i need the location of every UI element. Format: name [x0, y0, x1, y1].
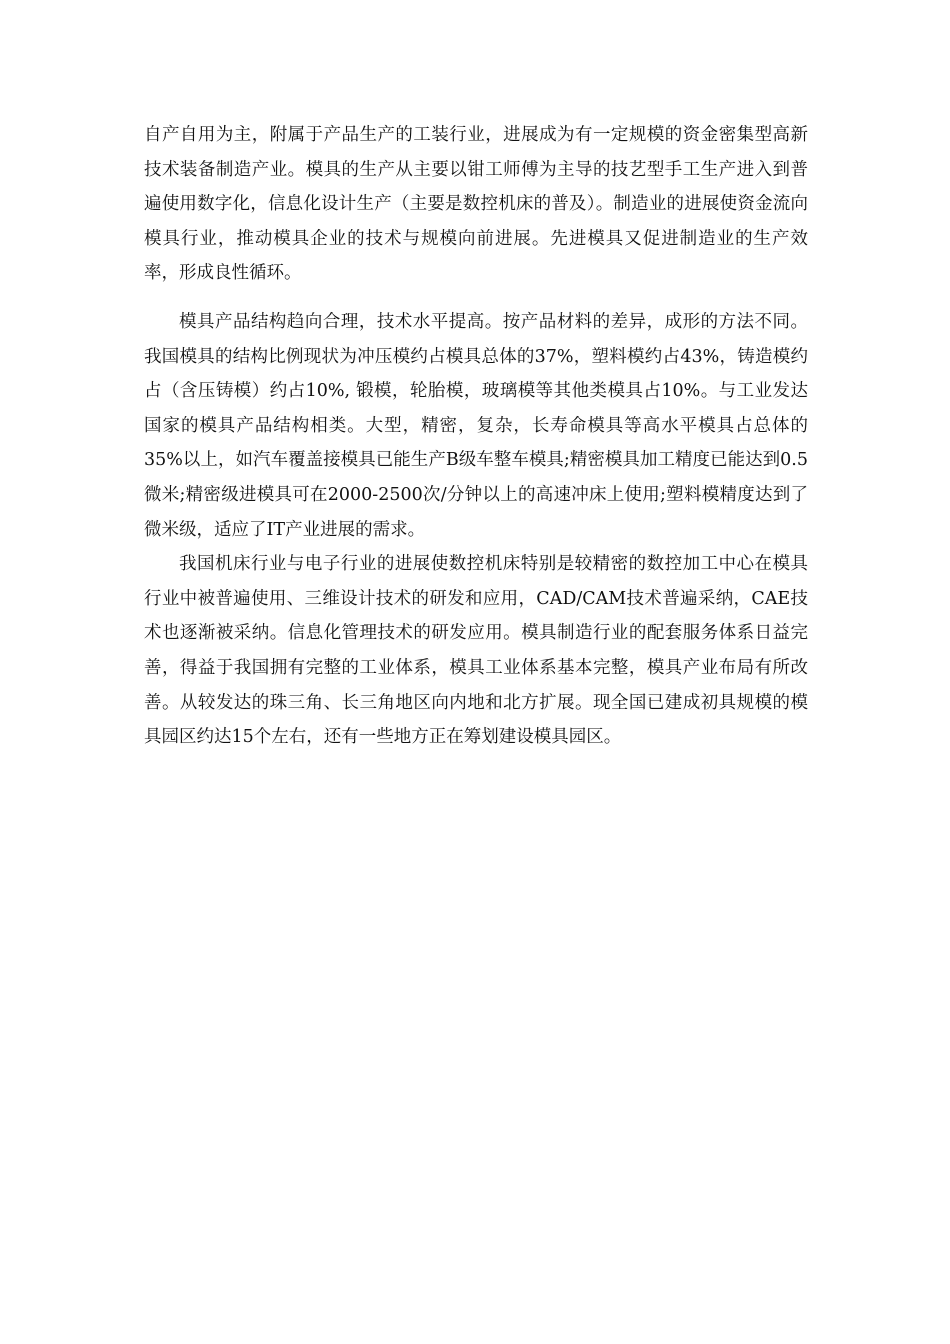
- paragraph-3: 我国机床行业与电子行业的进展使数控机床特别是较精密的数控加工中心在模具行业中被普遍使用、三维设计技术的研发和应用，CAD/CAM技术普遍采纳，CAE技术也逐渐被采纳。信息化管理技术的研发应用。模具制造行业的配套服务体系日益完善，得益于我国拥有完整的工业体系，模具工业体系基本完整，模具产业布局有所改善。从较发达的珠三角、长三角地区向内地和北方扩展。现全国已建成初具规模的模具园区约达15个左右，还有一些地方正在筹划建设模具园区。: [144, 554, 808, 748]
- paragraph-2: 模具产品结构趋向合理，技术水平提高。按产品材料的差异，成形的方法不同。我国模具的结构比例现状为冲压模约占模具总体的37%，塑料模约占43%，铸造模约占（含压铸模）约占10%, 锻模，轮胎模，玻璃模等其他类模具占10%。与工业发达国家的模具产品结构相类。大型，精密，复杂，长寿命模具等高水平模具占总体的35%以上，如汽车覆盖接模具已能生产B级车整车模具;精密模具加工精度已能达到0.5微米;精密级进模具可在2000-2500次/分钟以上的高速冲床上使用;塑料模精度达到了微米级，适应了IT产业进展的需求。: [144, 311, 808, 540]
- paragraph-1: 自产自用为主，附属于产品生产的工装行业，进展成为有一定规模的资金密集型高新技术装备制造产业。模具的生产从主要以钳工师傅为主导的技艺型手工生产进入到普遍使用数字化，信息化设计生产（主要是数控机床的普及）。制造业的进展使资金流向模具行业，推动模具企业的技术与规模向前进展。先进模具又促进制造业的生产效率，形成良性循环。: [144, 125, 808, 284]
- paragraph-gap: [144, 291, 808, 305]
- document-body: [144, 118, 808, 755]
